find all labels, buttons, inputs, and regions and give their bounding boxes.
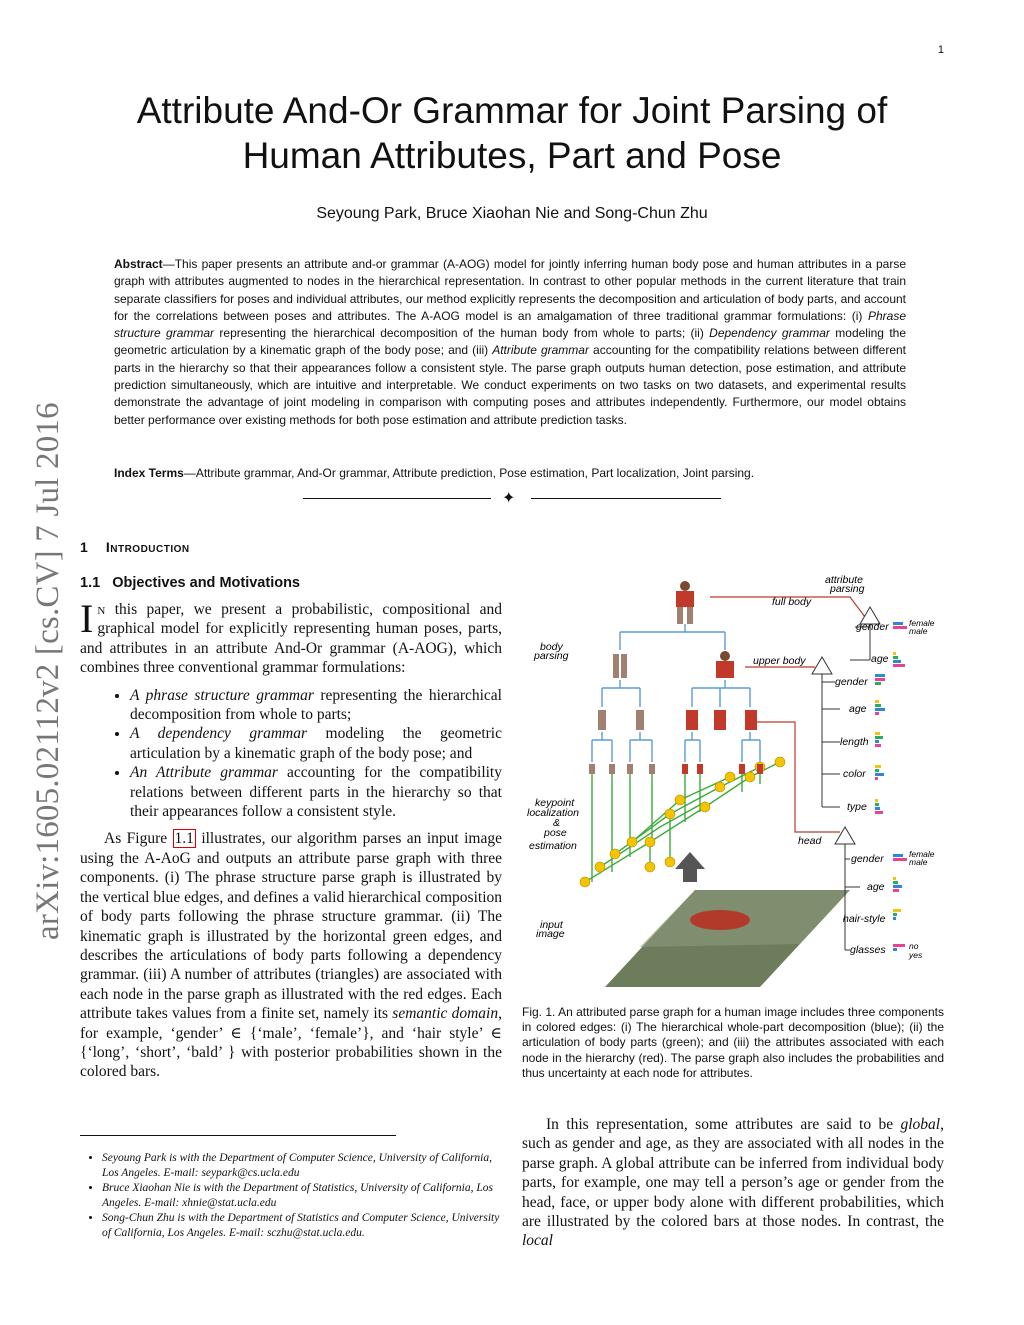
abstract-emphasis: Phrase structure grammar bbox=[114, 308, 906, 341]
subsection-heading bbox=[80, 575, 300, 591]
index-terms-label: Index Terms bbox=[114, 466, 184, 480]
leg-part bbox=[636, 710, 644, 730]
intro-text: As Figure bbox=[104, 830, 173, 848]
label-hair-style: hair-style bbox=[843, 913, 886, 925]
label-body-parsing: parsing bbox=[534, 650, 569, 662]
label-keypoint: pose bbox=[544, 827, 567, 839]
intro-text: this paper, we present a probabilistic, compositional and graphical model for explicitly representing human poses, parts, and attributes in an attribute And-Or grammar (A-AOG), which combines three conventional grammar formulations: bbox=[80, 601, 502, 677]
label-type: type bbox=[847, 801, 867, 813]
lower-body-image bbox=[613, 654, 627, 678]
label-male: male bbox=[909, 857, 928, 867]
section-title: Introduction bbox=[105, 539, 190, 555]
author-list: Seyoung Park, Bruce Xiaohan Nie and Song-Chun Zhu bbox=[316, 205, 708, 222]
label-keypoint: localization bbox=[527, 807, 579, 819]
subsection-title: Objectives and Motivations bbox=[112, 575, 301, 591]
drop-cap: I bbox=[80, 596, 94, 641]
right-text: In this representation, some attributes are said to be bbox=[546, 1116, 901, 1133]
abstract bbox=[114, 256, 906, 429]
abstract-text: —This paper presents an attribute and-or grammar (A-AOG) model for jointly inferring human body pose and human attributes in a parse graph with attributes augmented to nodes in the hierarchical representation. In contrast to other popular methods in the current literature that train separate classifiers for poses and individual attributes, our method explicitly represents the decomposition and articulation of body parts, and account for the correlations between poses and attributes. The A-AOG model is an amalgamation of three traditional grammar formulations: (i) bbox=[114, 257, 906, 323]
label-color: color bbox=[843, 768, 866, 780]
abstract-text: accounting for the compatibility relations between different parts in the hierarchy so that their appearances follow a consistent style. The parse graph outputs human detection, pose estimation, and attribute prediction simultaneously, which are intuitive and interpretable. We conduct experiments on two tasks on two datasets, and experimental results demonstrate the advantage of joint modeling in comparison with computing poses and attributes independently. Furthermore, our model obtains better performance over existing methods for both pose estimation and attribute prediction tasks. bbox=[114, 343, 907, 427]
paper-title bbox=[0, 88, 1024, 178]
label-gender: gender bbox=[856, 621, 889, 633]
list-item bbox=[130, 763, 502, 821]
footnote-item: • Song-Chun Zhu is with the Department of Statistics and Computer Science, University of California, Los Angeles. E-mail: sczhu@stat.ucla.edu. bbox=[102, 1211, 502, 1241]
right-column bbox=[522, 1115, 944, 1251]
upper-body-triangle bbox=[812, 657, 832, 674]
leg-part bbox=[598, 710, 606, 730]
label-upper-body: upper body bbox=[753, 655, 806, 667]
label-keypoint: keypoint bbox=[535, 797, 575, 809]
attribute-edges bbox=[710, 597, 865, 832]
footnotes bbox=[80, 1151, 502, 1241]
label-female: female bbox=[909, 849, 935, 859]
title-line-2: Human Attributes, Part and Pose bbox=[242, 135, 782, 176]
figure-reference-link[interactable]: 1.1 bbox=[174, 830, 194, 848]
upper-body-image bbox=[716, 651, 734, 678]
abstract-label: Abstract bbox=[114, 257, 163, 271]
head-triangle bbox=[835, 827, 855, 844]
up-arrow-icon bbox=[675, 852, 705, 882]
intro-text: illustrates, our algorithm parses an input image using the A-AoG and outputs an attribute parse graph with three components. (i) The phrase structure parse graph is illustrated by the vertical blue edges, and defines a valid hierarchical composition of body parts following the phrase structure grammar. (ii) The kinematic graph is illustrated by the horizontal green edges, and describes the articulations of body parts following a dependency grammar. (iii) A number of attributes (triangles) are associated with each node in the parse graph as illustrated with the red edges. Each attribute takes values from a finite set, namely its bbox=[80, 830, 502, 1023]
full-body-image bbox=[676, 581, 694, 624]
section-number: 1 bbox=[80, 539, 89, 555]
label-gender: gender bbox=[835, 676, 868, 688]
label-no: no bbox=[909, 941, 919, 951]
index-terms-text: —Attribute grammar, And-Or grammar, Attribute prediction, Pose estimation, Part localization, Joint parsing. bbox=[183, 466, 755, 480]
section-heading bbox=[80, 539, 190, 555]
label-input-image: image bbox=[536, 928, 565, 940]
abstract-text: modeling the geometric articulation by a kinematic graph of the body pose; and (iii) bbox=[114, 326, 906, 358]
right-emphasis: local bbox=[522, 1232, 553, 1250]
person-in-image bbox=[690, 910, 750, 930]
subsection-number: 1.1 bbox=[80, 575, 101, 591]
torso-part bbox=[714, 710, 726, 730]
separator-rule-right bbox=[531, 498, 721, 499]
title-line-1: Attribute And-Or Grammar for Joint Parsing of bbox=[136, 90, 888, 131]
footnote-rule bbox=[80, 1135, 396, 1136]
page-number: 1 bbox=[937, 44, 944, 56]
list-item-text: representing the hierarchical decomposition from whole to parts; bbox=[130, 686, 502, 724]
right-text: , such as gender and age, as they are associated with all nodes in the parse graph. A global attribute can be inferred from individual body parts, for example, one may tell a person’s age or gender from the head, face, or upper body alone with different probabilities, which are illustrated by the colored bars at those nodes. In contrast, the bbox=[522, 1116, 944, 1231]
intro-smallcaps: n bbox=[97, 601, 106, 618]
arxiv-identifier: arXiv:1605.02112v2 [cs.CV] 7 Jul 2016 bbox=[30, 402, 66, 940]
index-terms bbox=[114, 465, 906, 482]
label-yes: yes bbox=[909, 950, 923, 960]
arm-part bbox=[686, 710, 698, 730]
probability-bars bbox=[875, 622, 907, 951]
arm-part bbox=[745, 710, 757, 730]
separator-star-icon: ✦ bbox=[502, 490, 516, 507]
abstract-emphasis: Dependency grammar bbox=[709, 326, 830, 341]
footnote-item: • Seyoung Park is with the Department of Computer Science, University of California, Los Angeles. E-mail: seypark@cs.ucla.edu bbox=[102, 1151, 502, 1181]
label-body-parsing: body bbox=[540, 641, 563, 653]
list-item-emphasis: A dependency grammar bbox=[130, 725, 308, 743]
list-item bbox=[130, 686, 502, 725]
label-length: length bbox=[840, 736, 869, 748]
intro-emphasis: semantic domain bbox=[392, 1005, 499, 1023]
list-item-text: accounting for the compatibility relations between different parts in the hierarchy so that their appearances follow a consistent style. bbox=[130, 764, 502, 821]
abstract-text: representing the hierarchical decomposition of the human body from whole to parts; (ii) bbox=[214, 326, 710, 341]
label-attribute-parsing: parsing bbox=[830, 583, 865, 595]
separator-rule-left bbox=[303, 498, 491, 499]
label-keypoint: estimation bbox=[529, 840, 577, 852]
label-attribute-parsing: attribute bbox=[825, 574, 863, 586]
label-input-image: input bbox=[540, 919, 563, 931]
label-keypoint: & bbox=[553, 817, 561, 829]
label-female: female bbox=[909, 618, 935, 628]
label-age: age bbox=[871, 653, 889, 665]
footnote-item: • Bruce Xiaohan Nie is with the Department of Statistics, University of California, Los Angeles. E-mail: xhnie@stat.ucla.edu bbox=[102, 1181, 502, 1211]
label-age: age bbox=[849, 703, 867, 715]
list-item-emphasis: An Attribute grammar bbox=[130, 764, 278, 782]
grammar-list bbox=[80, 686, 502, 822]
label-head: head bbox=[798, 835, 822, 847]
left-column bbox=[80, 596, 502, 1082]
limb-parts bbox=[589, 764, 763, 774]
intro-paragraph-2 bbox=[80, 829, 502, 1081]
right-emphasis: global bbox=[900, 1116, 941, 1133]
label-age: age bbox=[867, 881, 885, 893]
body-part-images bbox=[589, 581, 763, 774]
list-item-emphasis: A phrase structure grammar bbox=[130, 686, 314, 704]
intro-text: , for example, ‘gender’ ∈ {‘male’, ‘female’}, and ‘hair style’ ∈ {‘long’, ‘short’, ‘bald’ } with posterior probabilities shown in the colored bars. bbox=[80, 1005, 502, 1081]
right-paragraph bbox=[522, 1115, 944, 1251]
intro-paragraph-1 bbox=[80, 596, 502, 678]
hierarchy-edges bbox=[592, 624, 760, 762]
label-gender: gender bbox=[851, 853, 884, 865]
label-glasses: glasses bbox=[850, 944, 886, 956]
list-item-text: modeling the geometric articulation by a kinematic graph of the body pose; and bbox=[130, 725, 502, 762]
list-item bbox=[130, 724, 502, 763]
label-male: male bbox=[909, 626, 928, 636]
figure-caption: Fig. 1. An attributed parse graph for a human image includes three components in colored edges: (i) The hierarchical whole-part decomposition (blue); (ii) the articulation of body parts (green); and (iii) the attributes associated with each node in the hierarchy (red). The parse graph also includes the probabilities and thus uncertainty at each node for attributes. bbox=[522, 1005, 944, 1080]
parse-graph-figure bbox=[520, 572, 950, 1002]
label-full-body: full body bbox=[772, 596, 812, 608]
abstract-emphasis: Attribute grammar bbox=[492, 343, 589, 358]
